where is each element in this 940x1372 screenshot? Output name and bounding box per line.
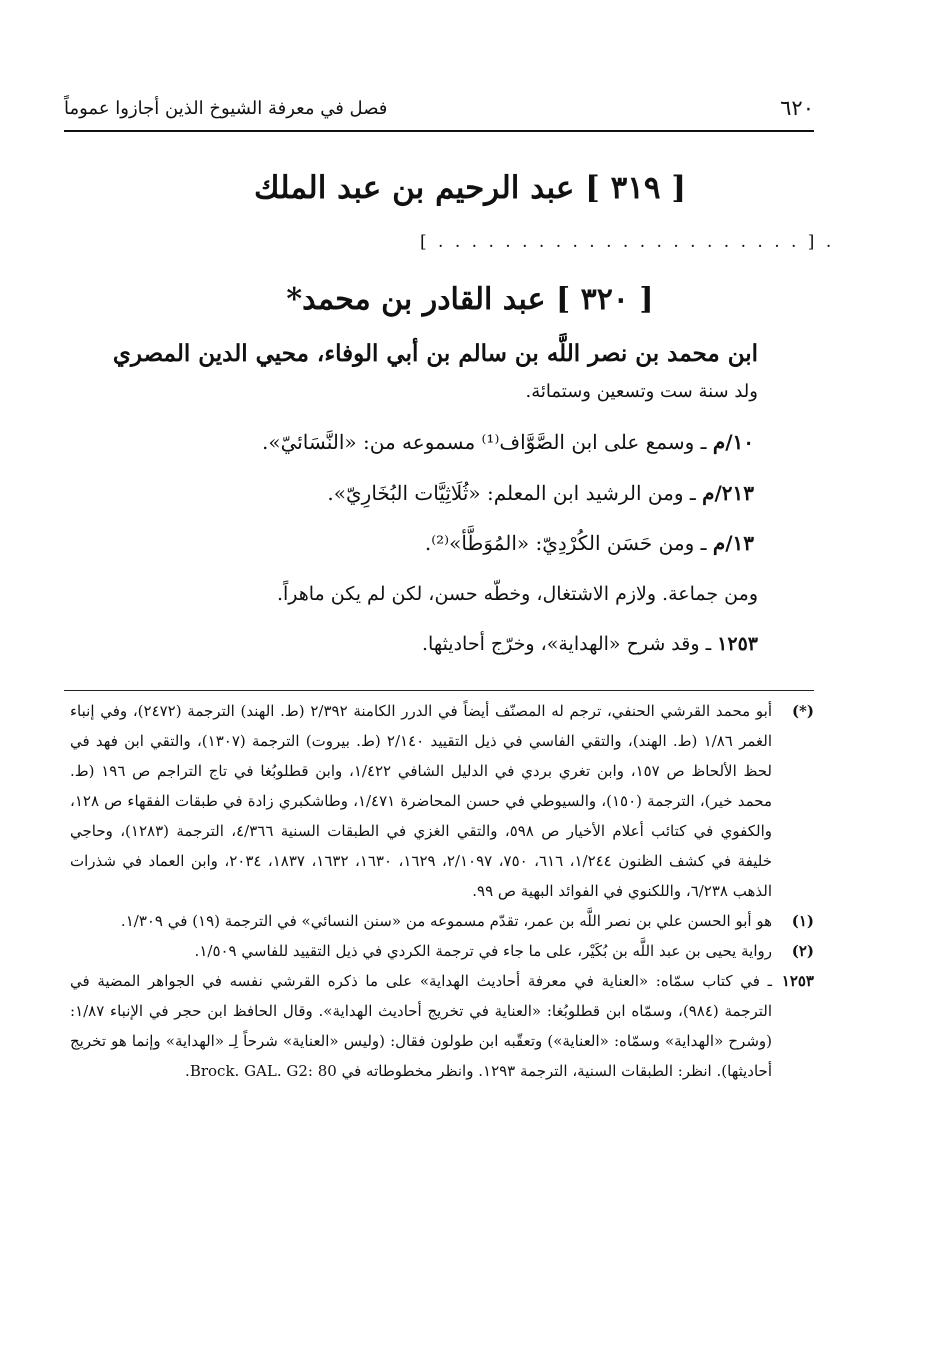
audition-line <box>327 481 754 505</box>
footnote <box>70 696 814 906</box>
footnote-mark: (*) <box>791 702 814 720</box>
footnote <box>70 906 814 936</box>
footnote-text: ـ في كتاب سمّاه: «العناية في معرفة أحاديث الهداية» على ما ذكره القرشي نفسه في الجواهر المضية في الترجمة (٩٨٤)، وسمّاه ابن قطلوبُغا: «العناية في تخريج أحاديث الهداية». وقال الحافظ ابن حجر في الإنباء ١/٨٧: (وشرح «الهداية» وسمّاه: «العناية») وتعقّبه ابن طولون فقال: (وليس «العناية» شرحاً لِـ «الهداية» وإنما هو تخريج أحاديثها). انظر: الطبقات السنية، الترجمة ١٢٩٣. وانظر مخطوطاته في Brock. GAL. G2: 80. <box>70 972 773 1080</box>
entry-320-lineage: ابن محمد بن نصر اللَّه بن سالم بن أبي الوفاء، محيي الدين المصري <box>112 340 758 367</box>
audition-code: ٢١٣/م <box>702 481 754 505</box>
footnote-text: رواية يحيى بن عبد اللَّه بن بُكَيْر، على ما جاء في ترجمة الكردي في ذيل التقييد للفاسي ١/٥٠٩. <box>194 942 772 960</box>
entry-320-group-line: ومن جماعة. ولازم الاشتغال، وخطّه حسن، لكن لم يكن ماهراً. <box>276 583 758 605</box>
audition-line <box>425 531 754 555</box>
footnotes <box>70 696 814 1086</box>
entry-320-line-1253 <box>422 633 758 655</box>
footnote <box>70 966 814 1086</box>
line-1253-code: ١٢٥٣ <box>717 633 758 655</box>
footnote <box>70 936 814 966</box>
audition-text: ـ ومن الرشيد ابن المعلم: «ثُلَاثِيَّات البُخَارِيّ». <box>327 481 703 505</box>
footnote-text: هو أبو الحسن علي بن نصر اللَّه بن عمر، تقدّم مسموعه من «سنن النسائي» في الترجمة (١٩) في ١/٣٠٩. <box>120 912 772 930</box>
entry-320-born: ولد سنة ست وتسعين وستمائة. <box>525 381 758 402</box>
footnote-mark: (٢) <box>791 942 814 960</box>
footnote-mark: (١) <box>791 912 814 930</box>
footnote-separator <box>64 690 814 691</box>
page-header <box>64 94 814 132</box>
line-1253-text: ـ وقد شرح «الهداية»، وخرّج أحاديثها. <box>421 633 718 655</box>
audition-text: ـ وسمع على ابن الصَّوَّاف⁽¹⁾ مسموعه من: «النَّسَائيّ». <box>261 430 713 454</box>
footnote-text: أبو محمد القرشي الحنفي، ترجم له المصنّف أيضاً في الدرر الكامنة ٢/٣٩٢ (ط. الهند) الترجمة (٢٤٧٢)، وفي إنباء الغمر ١/٨٦ (ط. الهند)، والتقي الفاسي في ذيل التقييد ٢/١٤٠ (ط. بيروت) الترجمة (١٣٠٧)، والتقي ابن فهد في لحظ الألحاظ ص ١٥٧، وابن تغري بردي في الدليل الشافي ١/٤٢٢، وابن قطلوبُغا في تاج التراجم ص ١٩٦ (ط. محمد خير)، الترجمة (١٥٠)، والسيوطي في حسن المحاضرة ١/٤٧١، وطاشكبري زادة في طبقات الفقهاء ص ١٢٨، والكفوي في كتائب أعلام الأخيار ص ٥٩٨، والتقي الغزي في الطبقات السنية ٤/٣٦٦، الترجمة (١٢٨٣)، وحاجي خليفة في كشف الظنون ١/٢٤٤، ٦١٦، ٧٥٠، ٢/١٠٩٧، ١٦٢٩، ١٦٣٠، ١٦٣٢، ١٨٣٧، ٢٠٣٤، وابن العماد في شذرات الذهب ٦/٢٣٨، واللكنوي في الفوائد البهية ص ٩٩. <box>70 702 773 900</box>
audition-code: ١٣/م <box>712 531 754 555</box>
footnote-mark: ١٢٥٣ <box>781 972 814 990</box>
audition-code: ١٠/م <box>712 430 754 454</box>
entry-319-placeholder: [ . . . . . . . . . . . . . . . . . . . . . . ] . <box>420 232 835 252</box>
audition-text: ـ ومن حَسَن الكُرْدِيّ: «المُوَطَّأ»⁽²⁾. <box>424 531 713 555</box>
running-title: فصل في معرفة الشيوخ الذين أجازوا عموماً <box>64 98 388 119</box>
page-number: ٦٢٠ <box>780 96 814 120</box>
entry-319-title: [ ٣١٩ ] عبد الرحيم بن عبد الملك <box>254 170 686 206</box>
audition-line <box>262 430 754 454</box>
entry-320-title: [ ٣٢٠ ] عبد القادر بن محمد* <box>286 282 654 317</box>
